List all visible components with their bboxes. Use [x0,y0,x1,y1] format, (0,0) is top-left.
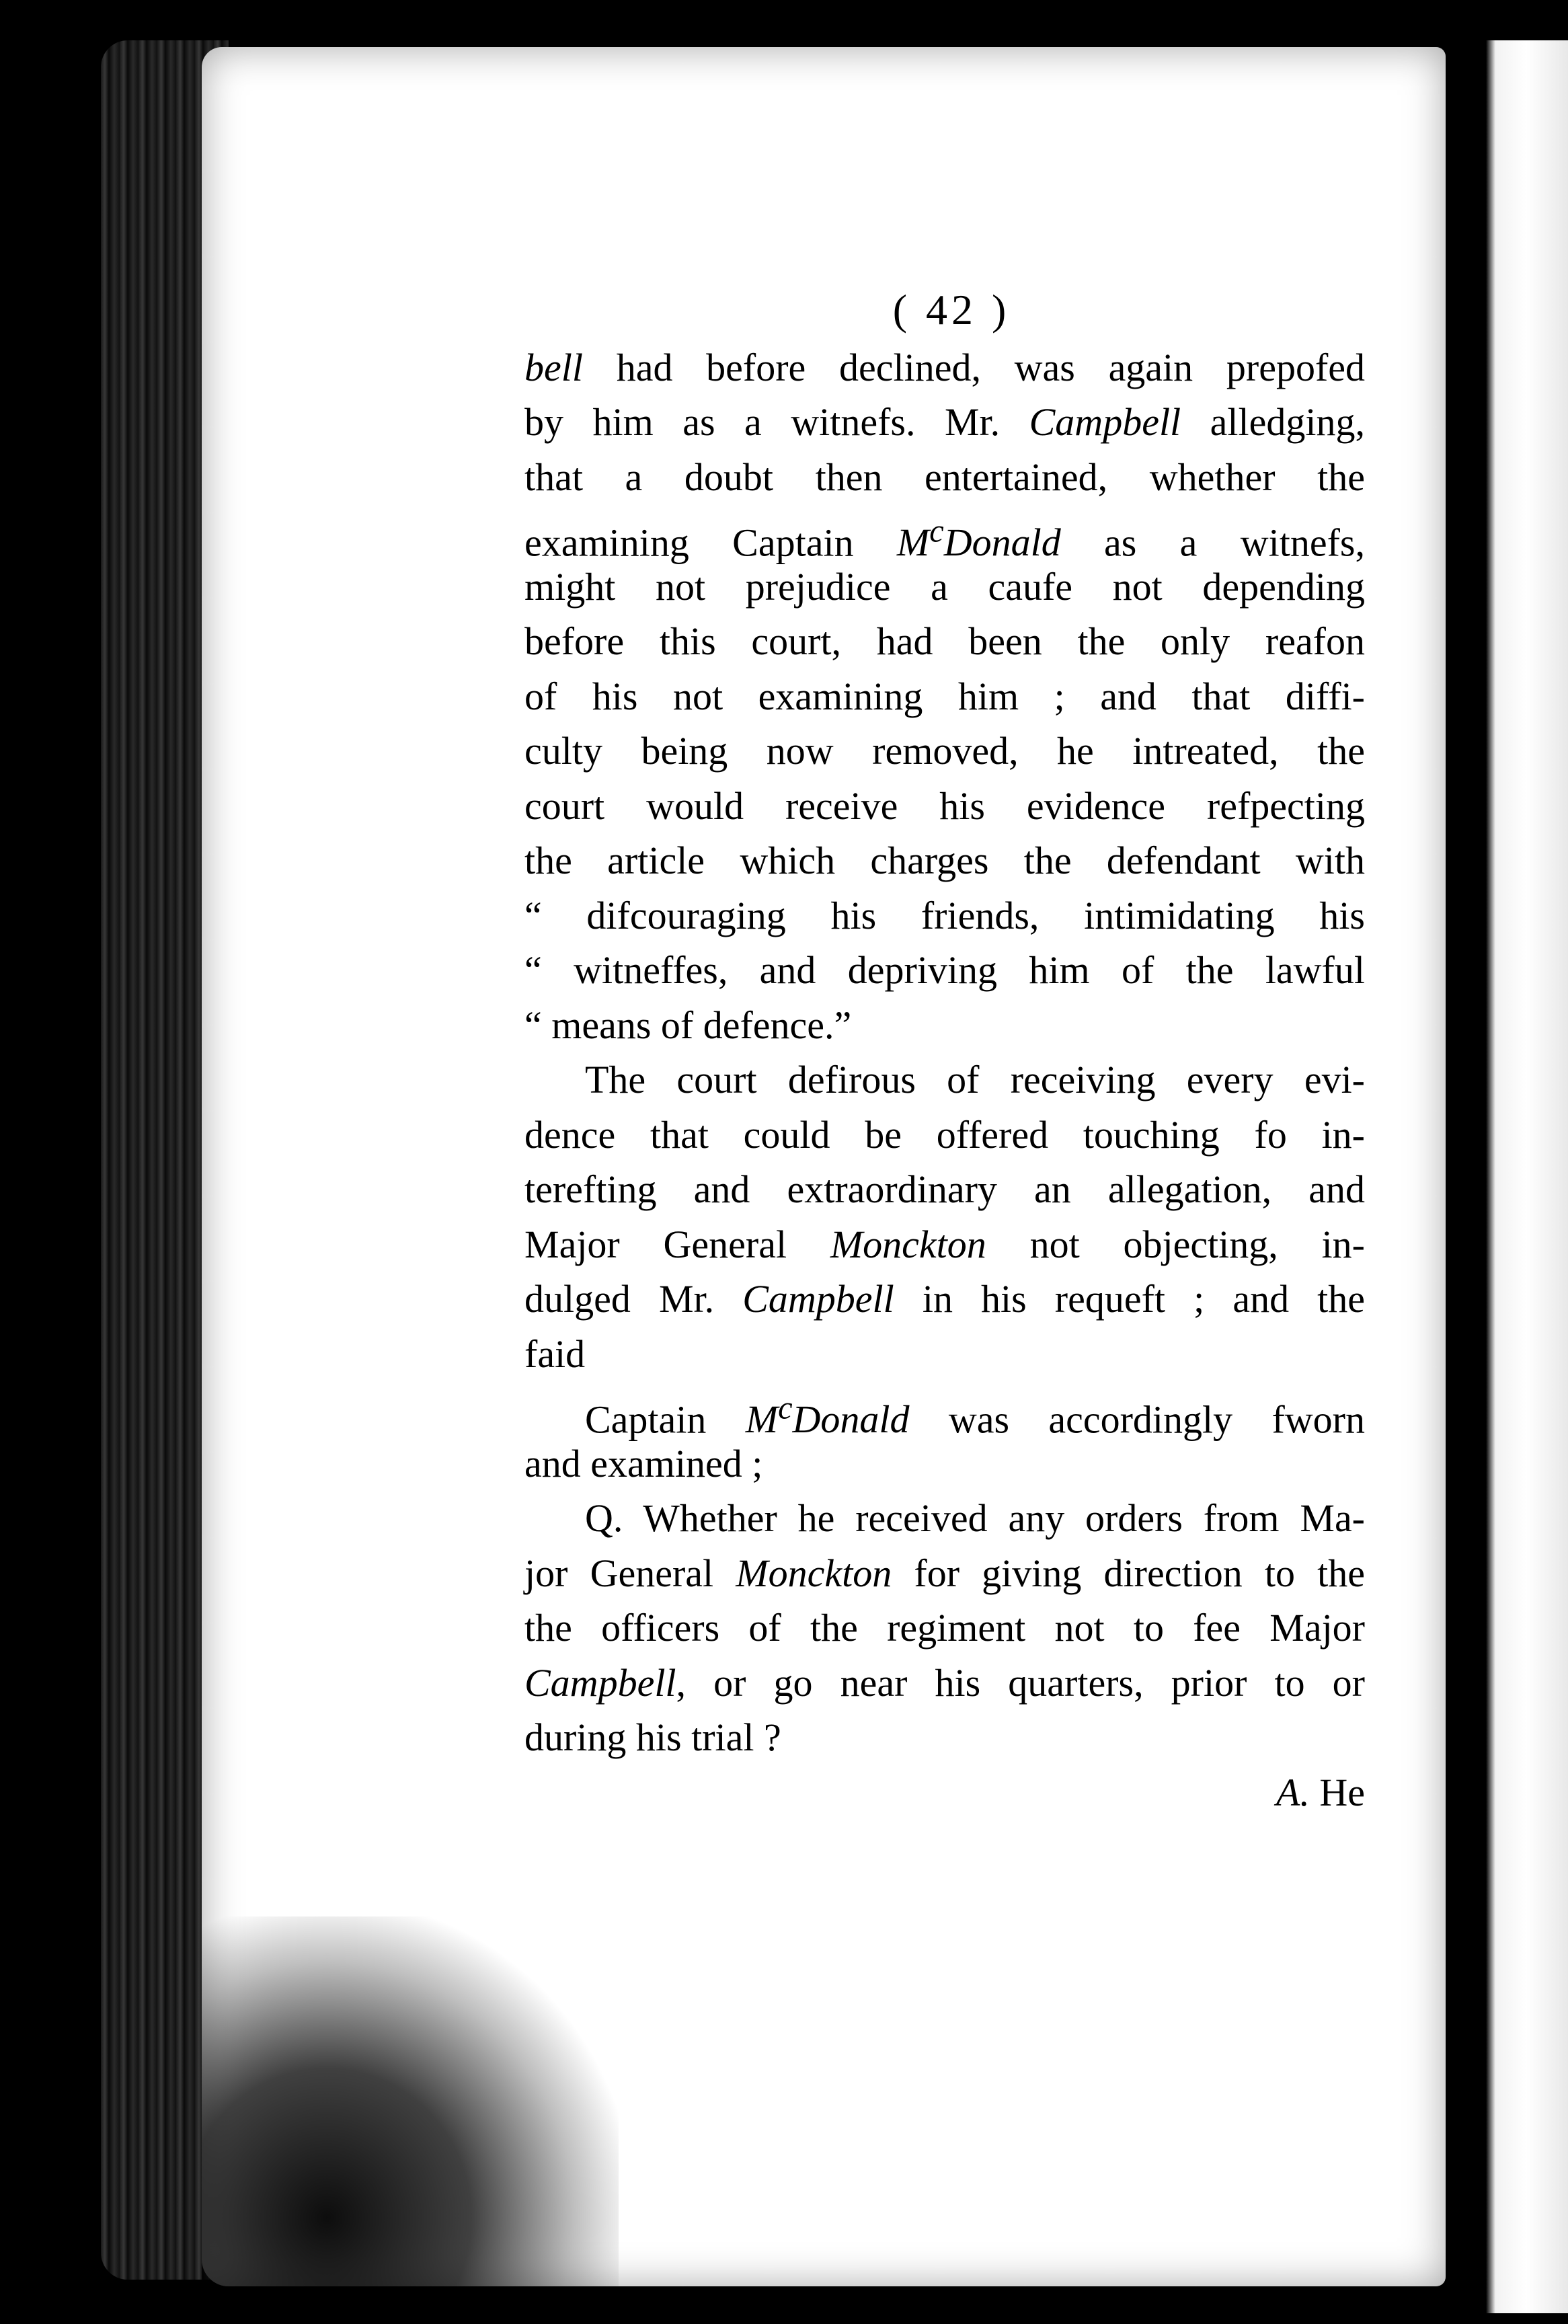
text-line: before this court, had been the only reafon [524,619,1365,663]
text-line: examining Captain $M^cDonald$ as a witnefs, [524,514,1365,565]
text-line: “ difcouraging his friends, intimidating his [524,893,1365,937]
text-line: Captain $M^cDonald$ was accordingly fworn [585,1391,1365,1442]
catchword: A. He [1276,1770,1365,1814]
text-line: jor General Monckton for giving direction to the [524,1551,1365,1595]
text-line: of his not examining him ; and that diffi- [524,674,1365,718]
text-line: “ means of defence.” [524,1003,852,1047]
text-line: the officers of the regiment not to fee Major [524,1606,1365,1650]
text-line: Major General Monckton not objecting, in- [524,1222,1365,1266]
text-line: dulged Mr. Campbell in his requeft ; and the [524,1277,1366,1321]
text-line: culty being now removed, he intreated, the [524,729,1365,773]
text-line: might not prejudice a caufe not depending [524,564,1365,609]
text-line: terefting and extraordinary an allegation, and [524,1167,1365,1211]
adjacent-page-edge [1473,40,1568,2313]
text-line: by him as a witnefs. Mr. Campbell alledging, [524,400,1365,444]
text-line: the article which charges the defendant with [524,839,1365,882]
text-line: court would receive his evidence refpecting [524,783,1365,828]
text-line: Q. Whether he received any orders from Ma- [585,1496,1365,1540]
text-line: dence that could be offered touching fo in- [524,1112,1365,1157]
text-block [524,282,1365,1820]
page-number: ( 42 ) [892,286,1011,334]
text-line: during his trial ? [524,1715,781,1759]
paragraph-2 [524,1052,1365,1381]
text-line: that a doubt then entertained, whether the [524,455,1365,499]
paragraph-1 [524,340,1365,1053]
paragraph-3 [524,1381,1365,1491]
text-line: The court defirous of receiving every evi- [585,1058,1365,1101]
text-line: and examined ; [524,1441,763,1485]
text-line: faid [524,1331,586,1376]
text-line: “ witneffes, and depriving him of the lawful [524,948,1365,992]
text-line: Campbell, or go near his quarters, prior to or [524,1660,1365,1705]
text-line: bell had before declined, was again prepofed [524,345,1365,389]
paragraph-4 [524,1491,1365,1765]
